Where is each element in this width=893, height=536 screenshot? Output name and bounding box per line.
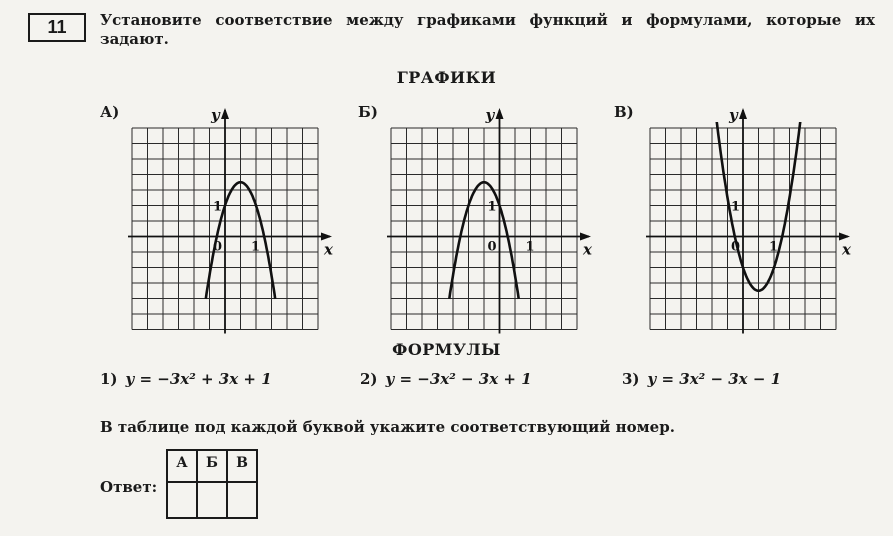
answer-table [166,449,258,519]
graph-a-tick-y: 1 [213,199,223,215]
graph-b [383,100,613,340]
graph-b-tick-y: 1 [487,199,497,215]
graph-b-x-label: x [583,240,592,259]
graph-a-label: А) [100,103,120,121]
graph-a-x-arrow [321,233,332,241]
formula-2 [360,370,532,388]
graph-v-x-arrow [839,233,850,241]
formula-1-number: 1) [100,370,118,388]
formula-1-expression: y = −3x² + 3x + 1 [125,370,272,388]
graph-a-origin-label: 0 [213,239,223,255]
answer-cell-a[interactable] [167,482,197,518]
formula-1 [100,370,272,388]
graph-v-x-label: x [842,240,851,259]
graph-v-tick-y: 1 [731,199,741,215]
instruction-text: В таблице под каждой буквой укажите соответствующий номер. [100,418,675,436]
graph-v-tick-x: 1 [769,239,779,255]
graph-v-y-arrow [739,108,747,119]
graph-v [642,100,872,340]
graph-a-y-arrow [221,108,229,119]
answer-label: Ответ: [100,478,158,496]
answer-cell-b[interactable] [197,482,227,518]
formulas-heading: ФОРМУЛЫ [392,340,501,359]
graph-v-origin-label: 0 [731,239,741,255]
answer-header-a: А [167,450,197,482]
formula-3-number: 3) [622,370,640,388]
graph-v-y-label: y [729,106,738,124]
graphs-heading: ГРАФИКИ [396,68,497,87]
task-statement: Установите соответствие между графиками функций и формулами, которые их задают. [100,11,875,48]
formula-3 [622,370,781,388]
formula-2-number: 2) [360,370,378,388]
graph-b-origin-label: 0 [487,239,497,255]
graph-b-label: Б) [358,103,378,121]
graph-a-x-label: x [324,240,333,259]
graph-b-tick-x: 1 [525,239,535,255]
graph-a-tick-x: 1 [251,239,261,255]
formula-3-expression: y = 3x² − 3x − 1 [647,370,782,388]
answer-header-b: Б [197,450,227,482]
task-number: 11 [28,13,86,42]
graph-b-y-arrow [496,108,504,119]
graph-a [124,100,354,340]
graph-v-label: В) [614,103,634,121]
graph-b-grid [391,128,577,330]
answer-header-v: В [227,450,257,482]
graph-b-x-arrow [580,233,591,241]
graph-a-y-label: y [211,106,220,124]
formula-2-expression: y = −3x² − 3x + 1 [385,370,532,388]
answer-cell-v[interactable] [227,482,257,518]
graph-b-y-label: y [485,106,495,124]
